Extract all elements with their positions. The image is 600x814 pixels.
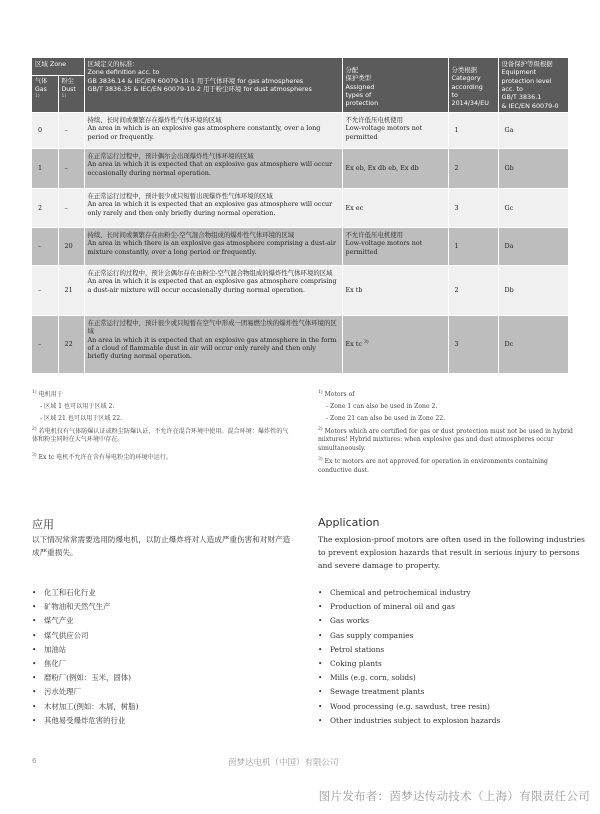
industries-list-en (318, 586, 580, 728)
dust-zone-cell: 22 (58, 315, 84, 373)
gas-zone-cell: – (32, 227, 58, 265)
category-cell: 2 (448, 148, 498, 188)
dust-header: 粉尘 Dust 1) (58, 76, 84, 113)
protection-cell: Ex tc $^{3)}$ (342, 315, 448, 373)
company-name: 茵梦达电机（中国）有限公司 (228, 758, 339, 768)
list-item: • Mills (e.g. corn, solids) (318, 671, 580, 685)
protection-cell: Ex ec (342, 188, 448, 227)
epl-cell: Dc (498, 315, 568, 373)
protection-cell: Ex tb (342, 265, 448, 315)
table-row (32, 315, 568, 373)
list-item: • 加油站 (32, 643, 294, 657)
epl-cell: Ga (498, 112, 568, 148)
dust-zone-cell: – (58, 148, 84, 188)
application-title-cn: 应用 (32, 518, 54, 531)
gas-zone-cell: – (32, 265, 58, 315)
definition-cell: 持续、长时间或频繁存在爆炸性气体环境的区域 An area in which is an explosive gas atmosphere constantly, over a long period or frequently. (84, 112, 342, 148)
table-row (32, 227, 568, 265)
category-cell: 3 (448, 315, 498, 373)
protection-cell: 不允许低压电机使用 Low-voltage motors not permitted (342, 112, 448, 148)
epl-cell: Da (498, 227, 568, 265)
table-row (32, 188, 568, 227)
industries-list-cn (32, 586, 294, 728)
list-item: • 焦化厂 (32, 657, 294, 671)
list-item: • Gas works (318, 614, 580, 628)
zone-classification-table (32, 58, 569, 374)
definition-cell: 在正常运行过程中，预计很少或只短暂出现爆炸性气体环境的区域 An area in which it is expected that an explosive gas atmosphere will occur only rarely and then only briefly during normal operation. (84, 188, 342, 227)
list-item: • 其他易受爆炸危害的行业 (32, 714, 294, 728)
protection-cell: Ex eb, Ex db eb, Ex db (342, 148, 448, 188)
list-item: • Sewage treatment plants (318, 685, 580, 699)
list-item: • 煤气供应公司 (32, 629, 294, 643)
category-cell: 1 (448, 112, 498, 148)
list-item: • Gas supply companies (318, 629, 580, 643)
gas-zone-cell: – (32, 315, 58, 373)
list-item: • Production of mineral oil and gas (318, 600, 580, 614)
category-cell: 3 (448, 188, 498, 227)
application-intro-cn: 以下情况常常需要选用防爆电机，以防止爆炸将对人造成严重伤害和对财产造成严重损失。 (32, 535, 291, 557)
epl-header: 设备保护等级根据 Equipment protection level acc. to GB/T 3836.1 & IEC/EN 60079-0 (498, 58, 568, 112)
list-item: • 污水处理厂 (32, 685, 294, 699)
list-item: • 化工和石化行业 (32, 586, 294, 600)
list-item: • Wood processing (e.g. sawdust, tree resin) (318, 700, 580, 714)
gas-zone-cell: 1 (32, 148, 58, 188)
publisher-watermark: 图片发布者：茵梦达传动技术（上海）有限责任公司 (318, 789, 590, 803)
category-header: 分类根据 Category according to 2014/34/EU (448, 58, 498, 112)
dust-zone-cell: 21 (58, 265, 84, 315)
gas-zone-cell: 0 (32, 112, 58, 148)
gas-zone-cell: 2 (32, 188, 58, 227)
category-cell: 2 (448, 265, 498, 315)
definition-cell: 在正常运行过程中，预计很少或只短暂在空气中形成一团易燃尘埃的爆炸性气体环境的区域 An area in which it is expected that an explosive gas atmosphere in the form of a cloud of flammable dust in air will occur only rarely and then only briefly during normal operation. (84, 315, 342, 373)
definition-header: 区域定义的标准： Zone definition acc. to GB 3836.14 & IEC/EN 60079-10-1 用于气体环境 for gas atmospheres GB/T 3836.35 & IEC/EN 60079-10-2 用于粉尘环境 for dust atmospheres (84, 58, 342, 112)
list-item: • Other industries subject to explosion hazards (318, 714, 580, 728)
list-item: • Coking plants (318, 657, 580, 671)
footnotes-cn: $^{1)}$ 电机用于 - 区域 1 也可以用于区域 2. - 区域 21 也可以用于区域 22. $^{2)}$ 若电机仅有气体防爆认证或粉尘防爆认证，不允许在混合环境中使用。混合环境：爆炸性的气体和粉尘同时在大气环境中存在。 $^{3)}$ Ex tc 电机不允许在含有导电粉尘的环境中运行。 (32, 390, 289, 462)
footnotes-en: $^{1)}$ Motors of - Zone 1 can also be used in Zone 2. - Zone 21 can also be used in Zone 22. $^{2)}$ Motors which are certified for gas or dust protection must not be used in hybrid mixtures! Hybrid mixtures: when explosive gas and dust atmospheres occur simultaneously. $^{3)}$ Ex tc motors are not approved for operation in environments containing conductive dust. (318, 390, 573, 474)
list-item: • Chemical and petrochemical industry (318, 586, 580, 600)
list-item: • 煤气产业 (32, 614, 294, 628)
epl-cell: Gc (498, 188, 568, 227)
dust-zone-cell: 20 (58, 227, 84, 265)
gas-header: 气体 Gas 1) (32, 76, 58, 113)
page-number: 6 (32, 757, 37, 765)
table-row (32, 265, 568, 315)
list-item: • 矿物油和天然气生产 (32, 600, 294, 614)
definition-cell: 持续、长时间或频繁存在由粉尘-空气混合物组成的爆炸性气体环境的区域 An area in which there is an explosive gas atmosphere comprising a dust-air mixture constantly, over a long period or frequently. (84, 227, 342, 265)
zone-header: 区域 Zone (32, 58, 84, 76)
epl-cell: Db (498, 265, 568, 315)
definition-cell: 在正常运行过程中，预计偶尔会出现爆炸性气体环境的区域 An area in which it is expected that an explosive gas atmosphere will occur occasionally during normal operation. (84, 148, 342, 188)
dust-zone-cell: – (58, 112, 84, 148)
application-title-en: Application (318, 516, 380, 529)
list-item: • 木材加工(例如：木屑，树脂) (32, 700, 294, 714)
protection-cell: 不允许低压电机使用 Low-voltage motors not permitted (342, 227, 448, 265)
dust-zone-cell: – (58, 188, 84, 227)
epl-cell: Gb (498, 148, 568, 188)
protection-header: 分配 保护类型 Assigned types of protection (342, 58, 448, 112)
definition-cell: 在正常运行的过程中，预计会偶尔存在由粉尘-空气混合物组成的爆炸性气体环境的区域 An area in which it is expected that an explosive gas atmosphere comprising a dust-air mixture will occur occasionally during normal operation. (84, 265, 342, 315)
application-intro-en: The explosion-proof motors are often used in the following industries to prevent explosion hazards that result in serious injury to persons and severe damage to property. (318, 535, 585, 570)
list-item: • 磨粉厂(例如：玉米，固体) (32, 671, 294, 685)
table-row (32, 148, 568, 188)
table-row (32, 112, 568, 148)
list-item: • Petrol stations (318, 643, 580, 657)
category-cell: 1 (448, 227, 498, 265)
